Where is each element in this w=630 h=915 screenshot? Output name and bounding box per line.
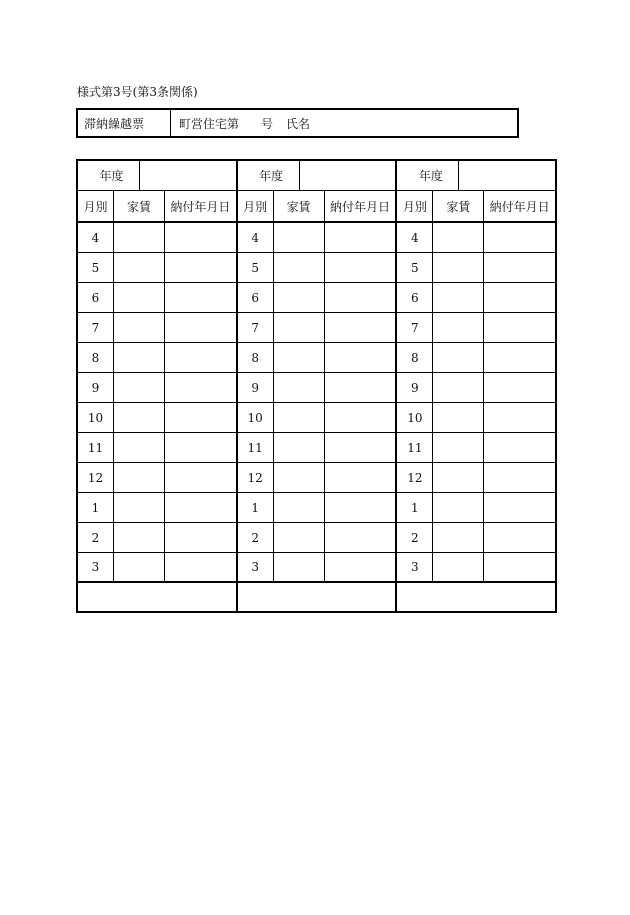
column-header-row [78, 191, 236, 223]
table-row [78, 463, 236, 493]
table-row [238, 223, 396, 253]
month-cell: 10 [397, 403, 433, 432]
payment-date-cell [165, 373, 236, 402]
rent-cell [433, 463, 484, 492]
payment-date-cell [325, 343, 396, 372]
month-cell: 11 [397, 433, 433, 462]
month-cell: 1 [78, 493, 114, 522]
table-row [397, 493, 555, 523]
table-row [397, 253, 555, 283]
rent-cell [274, 403, 325, 432]
table-row [238, 343, 396, 373]
table-row [397, 283, 555, 313]
payment-date-cell [325, 433, 396, 462]
month-cell: 12 [397, 463, 433, 492]
total-cell [78, 583, 236, 611]
payment-date-cell [165, 463, 236, 492]
rent-cell [433, 223, 484, 252]
month-cell: 5 [397, 253, 433, 282]
rent-cell [274, 343, 325, 372]
rent-cell [274, 373, 325, 402]
year-row [397, 161, 555, 191]
column-header: 納付年月日 [330, 199, 391, 214]
rent-cell [433, 313, 484, 342]
column-header: 月別 [78, 191, 114, 221]
rent-cell [433, 373, 484, 402]
year-field [300, 161, 396, 190]
rent-cell [274, 283, 325, 312]
rent-cell [114, 313, 165, 342]
month-cell: 6 [78, 283, 114, 312]
month-cell: 9 [397, 373, 433, 402]
table-row [238, 253, 396, 283]
header-box [76, 108, 519, 138]
rent-cell [433, 523, 484, 552]
month-cell: 4 [78, 223, 114, 252]
header-title: 滞納繰越票 [78, 110, 171, 136]
year-block [238, 161, 398, 611]
rent-cell [114, 553, 165, 581]
month-cell: 12 [78, 463, 114, 492]
ledger-table [76, 159, 557, 613]
total-cell [238, 583, 396, 611]
month-cell: 2 [78, 523, 114, 552]
rent-cell [433, 283, 484, 312]
total-cell [397, 583, 555, 611]
column-header: 納付年月日 [170, 199, 231, 214]
table-row [397, 313, 555, 343]
month-cell: 1 [238, 493, 274, 522]
table-row [397, 403, 555, 433]
year-field [459, 161, 555, 190]
table-row [397, 523, 555, 553]
payment-date-cell [165, 493, 236, 522]
form-label: 様式第3号(第3条関係) [77, 85, 198, 99]
table-row [238, 283, 396, 313]
rent-cell [114, 433, 165, 462]
rent-cell [114, 523, 165, 552]
month-cell: 3 [238, 553, 274, 581]
table-row [238, 523, 396, 553]
month-cell: 1 [397, 493, 433, 522]
table-row [397, 223, 555, 253]
rent-cell [433, 553, 484, 581]
payment-date-cell [325, 373, 396, 402]
year-label: 年度 [78, 161, 140, 190]
payment-date-cell [165, 313, 236, 342]
month-cell: 2 [238, 523, 274, 552]
housing-label: 町営住宅第 [179, 116, 240, 131]
rent-cell [433, 253, 484, 282]
rent-cell [433, 343, 484, 372]
payment-date-cell [325, 463, 396, 492]
table-row [238, 313, 396, 343]
payment-date-cell [165, 553, 236, 581]
table-row [78, 223, 236, 253]
rent-cell [433, 493, 484, 522]
rent-cell [274, 433, 325, 462]
table-row [397, 553, 555, 583]
table-row [78, 403, 236, 433]
payment-date-cell [484, 523, 555, 552]
rent-cell [114, 223, 165, 252]
rent-cell [114, 373, 165, 402]
payment-date-cell [325, 283, 396, 312]
month-cell: 4 [397, 223, 433, 252]
column-header-row [238, 191, 396, 223]
table-row [238, 373, 396, 403]
payment-date-cell [325, 253, 396, 282]
payment-date-cell [484, 253, 555, 282]
rent-cell [433, 403, 484, 432]
table-row [238, 403, 396, 433]
column-header: 納付年月日 [489, 199, 550, 214]
month-cell: 2 [397, 523, 433, 552]
table-row [238, 433, 396, 463]
month-cell: 7 [238, 313, 274, 342]
month-cell: 8 [397, 343, 433, 372]
number-suffix: 号 [261, 116, 274, 131]
rent-cell [274, 523, 325, 552]
rent-cell [114, 253, 165, 282]
table-row [238, 463, 396, 493]
payment-date-cell [165, 433, 236, 462]
payment-date-cell [325, 553, 396, 581]
payment-date-cell [325, 403, 396, 432]
rent-cell [114, 463, 165, 492]
payment-date-cell [165, 523, 236, 552]
rent-cell [274, 553, 325, 581]
rent-cell [433, 433, 484, 462]
column-header: 月別 [397, 191, 433, 221]
month-cell: 9 [238, 373, 274, 402]
rent-cell [114, 493, 165, 522]
table-row [397, 463, 555, 493]
payment-date-cell [484, 403, 555, 432]
year-row [78, 161, 236, 191]
month-cell: 7 [78, 313, 114, 342]
rent-cell [114, 403, 165, 432]
payment-date-cell [165, 283, 236, 312]
month-cell: 4 [238, 223, 274, 252]
payment-date-cell [484, 343, 555, 372]
year-block [78, 161, 238, 611]
month-cell: 6 [238, 283, 274, 312]
table-row [78, 343, 236, 373]
column-header: 家賃 [114, 191, 165, 221]
payment-date-cell [325, 313, 396, 342]
year-row [238, 161, 396, 191]
payment-date-cell [325, 523, 396, 552]
payment-date-cell [165, 403, 236, 432]
payment-date-cell [484, 433, 555, 462]
rent-cell [274, 493, 325, 522]
payment-date-cell [165, 223, 236, 252]
payment-date-cell [484, 553, 555, 581]
month-cell: 10 [238, 403, 274, 432]
year-block [397, 161, 555, 611]
rent-cell [274, 223, 325, 252]
column-header-row [397, 191, 555, 223]
payment-date-cell [325, 223, 396, 252]
month-cell: 5 [238, 253, 274, 282]
month-cell: 11 [238, 433, 274, 462]
table-row [397, 433, 555, 463]
payment-date-cell [484, 373, 555, 402]
rent-cell [274, 313, 325, 342]
payment-date-cell [484, 283, 555, 312]
rent-cell [114, 343, 165, 372]
table-row [78, 433, 236, 463]
table-row [238, 493, 396, 523]
year-field [140, 161, 236, 190]
year-label: 年度 [397, 161, 459, 190]
column-header: 月別 [238, 191, 274, 221]
payment-date-cell [165, 343, 236, 372]
table-row [78, 493, 236, 523]
month-cell: 8 [78, 343, 114, 372]
month-cell: 8 [238, 343, 274, 372]
table-row [78, 283, 236, 313]
table-row [78, 373, 236, 403]
table-row [397, 343, 555, 373]
month-cell: 11 [78, 433, 114, 462]
month-cell: 12 [238, 463, 274, 492]
column-header: 家賃 [433, 191, 484, 221]
table-row [238, 553, 396, 583]
month-cell: 9 [78, 373, 114, 402]
month-cell: 7 [397, 313, 433, 342]
table-row [78, 313, 236, 343]
month-cell: 10 [78, 403, 114, 432]
rent-cell [274, 463, 325, 492]
rent-cell [274, 253, 325, 282]
table-row [78, 523, 236, 553]
month-cell: 5 [78, 253, 114, 282]
rent-cell [114, 283, 165, 312]
payment-date-cell [325, 493, 396, 522]
month-cell: 3 [397, 553, 433, 581]
payment-date-cell [484, 493, 555, 522]
table-row [397, 373, 555, 403]
year-label: 年度 [238, 161, 300, 190]
table-row [78, 553, 236, 583]
payment-date-cell [165, 253, 236, 282]
payment-date-cell [484, 313, 555, 342]
payment-date-cell [484, 223, 555, 252]
month-cell: 3 [78, 553, 114, 581]
payment-date-cell [484, 463, 555, 492]
name-label: 氏名 [286, 116, 311, 131]
month-cell: 6 [397, 283, 433, 312]
column-header: 家賃 [274, 191, 325, 221]
table-row [78, 253, 236, 283]
